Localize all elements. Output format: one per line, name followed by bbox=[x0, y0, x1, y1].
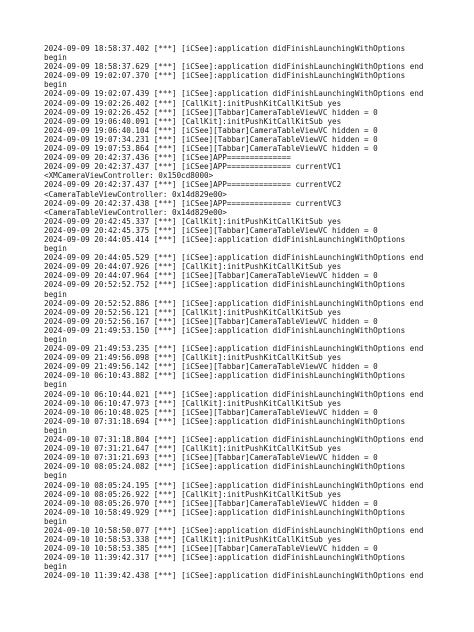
log-line: 2024-09-09 19:07:53.864 [***] [iCSee][Tabbar]CameraTableViewVC hidden = 0 bbox=[44, 144, 378, 154]
log-line: 2024-09-09 20:44:07.926 [***] [CallKit]:initPushKitCallKitSub yes bbox=[44, 262, 342, 272]
log-line: 2024-09-09 19:06:40.091 [***] [CallKit]:initPushKitCallKitSub yes bbox=[44, 116, 342, 126]
log-line: 2024-09-09 20:42:45.337 [***] [CallKit]:initPushKitCallKitSub yes bbox=[44, 216, 342, 226]
log-line: 2024-09-10 07:31:21.647 [***] [CallKit]:initPushKitCallKitSub yes bbox=[44, 444, 342, 454]
log-line: 2024-09-09 20:42:37.438 [***] [iCSee]APP============== currentVC3 bbox=[44, 198, 342, 208]
log-line: begin bbox=[44, 380, 67, 390]
log-line: 2024-09-09 18:58:37.402 [***] [iCSee]:application didFinishLaunchingWithOptions bbox=[44, 44, 406, 53]
log-line: <CameraTableViewController: 0x14d829e00> bbox=[44, 207, 227, 217]
log-line: 2024-09-09 19:02:26.402 [***] [CallKit]:initPushKitCallKitSub yes bbox=[44, 98, 342, 108]
log-line: begin bbox=[44, 562, 67, 572]
log-line: begin bbox=[44, 244, 67, 254]
log-line: 2024-09-09 19:07:34.231 [***] [iCSee][Tabbar]CameraTableViewVC hidden = 0 bbox=[44, 134, 378, 144]
log-line: begin bbox=[44, 425, 67, 435]
log-line: 2024-09-10 10:58:53.385 [***] [iCSee][Tabbar]CameraTableViewVC hidden = 0 bbox=[44, 544, 378, 554]
log-line: begin bbox=[44, 53, 67, 63]
log-line: 2024-09-10 06:10:47.973 [***] [CallKit]:initPushKitCallKitSub yes bbox=[44, 398, 342, 408]
log-line: 2024-09-10 06:10:44.021 [***] [iCSee]:application didFinishLaunchingWithOptions end bbox=[44, 389, 424, 399]
log-line: 2024-09-10 10:58:49.929 [***] [iCSee]:application didFinishLaunchingWithOptions bbox=[44, 507, 406, 517]
log-line: 2024-09-09 20:42:37.436 [***] [iCSee]APP============== bbox=[44, 153, 291, 163]
log-line: <XMCameraViewController: 0x150cd8000> bbox=[44, 171, 214, 181]
log-line: 2024-09-10 08:05:26.970 [***] [iCSee][Tabbar]CameraTableViewVC hidden = 0 bbox=[44, 498, 378, 508]
log-line: <CameraTableViewController: 0x14d829e00> bbox=[44, 189, 227, 199]
log-line: 2024-09-10 08:05:24.195 [***] [iCSee]:application didFinishLaunchingWithOptions end bbox=[44, 480, 424, 490]
log-line: 2024-09-09 20:42:37.437 [***] [iCSee]APP============== currentVC2 bbox=[44, 180, 342, 190]
log-line: 2024-09-09 21:49:53.235 [***] [iCSee]:application didFinishLaunchingWithOptions end bbox=[44, 344, 424, 354]
log-line: 2024-09-09 20:44:07.964 [***] [iCSee][Tabbar]CameraTableViewVC hidden = 0 bbox=[44, 271, 378, 281]
log-line: 2024-09-09 21:49:53.150 [***] [iCSee]:application didFinishLaunchingWithOptions bbox=[44, 325, 406, 335]
log-line: 2024-09-09 19:02:07.370 [***] [iCSee]:application didFinishLaunchingWithOptions bbox=[44, 71, 406, 81]
log-line: 2024-09-10 10:58:50.077 [***] [iCSee]:application didFinishLaunchingWithOptions end bbox=[44, 525, 424, 535]
log-line: 2024-09-09 20:52:52.886 [***] [iCSee]:application didFinishLaunchingWithOptions end bbox=[44, 298, 424, 308]
log-line: 2024-09-09 20:42:37.437 [***] [iCSee]APP============== currentVC1 bbox=[44, 162, 342, 172]
log-document bbox=[44, 44, 444, 581]
log-line: 2024-09-09 19:06:40.104 [***] [iCSee][Tabbar]CameraTableViewVC hidden = 0 bbox=[44, 125, 378, 135]
log-line: 2024-09-10 07:31:18.694 [***] [iCSee]:application didFinishLaunchingWithOptions bbox=[44, 416, 406, 426]
log-line: begin bbox=[44, 516, 67, 526]
log-line: 2024-09-10 06:10:43.882 [***] [iCSee]:application didFinishLaunchingWithOptions bbox=[44, 371, 406, 381]
log-line: 2024-09-10 06:10:48.025 [***] [iCSee][Tabbar]CameraTableViewVC hidden = 0 bbox=[44, 407, 378, 417]
log-line: 2024-09-10 11:39:42.438 [***] [iCSee]:application didFinishLaunchingWithOptions end bbox=[44, 571, 424, 581]
log-line: 2024-09-10 07:31:18.804 [***] [iCSee]:application didFinishLaunchingWithOptions end bbox=[44, 435, 424, 445]
log-line: begin bbox=[44, 471, 67, 481]
log-line: 2024-09-09 20:44:05.414 [***] [iCSee]:application didFinishLaunchingWithOptions bbox=[44, 234, 406, 244]
log-line: begin bbox=[44, 289, 67, 299]
log-line: 2024-09-09 20:52:52.752 [***] [iCSee]:application didFinishLaunchingWithOptions bbox=[44, 280, 406, 290]
log-line: 2024-09-09 20:44:05.529 [***] [iCSee]:application didFinishLaunchingWithOptions end bbox=[44, 253, 424, 263]
log-line: 2024-09-09 20:52:56.121 [***] [CallKit]:initPushKitCallKitSub yes bbox=[44, 307, 342, 317]
log-line: 2024-09-09 20:52:56.167 [***] [iCSee][Tabbar]CameraTableViewVC hidden = 0 bbox=[44, 316, 378, 326]
log-line: 2024-09-10 07:31:21.693 [***] [iCSee][Tabbar]CameraTableViewVC hidden = 0 bbox=[44, 453, 378, 463]
log-line: 2024-09-09 20:42:45.375 [***] [iCSee][Tabbar]CameraTableViewVC hidden = 0 bbox=[44, 225, 378, 235]
log-line: begin bbox=[44, 80, 67, 90]
log-line: 2024-09-09 18:58:37.629 [***] [iCSee]:application didFinishLaunchingWithOptions end bbox=[44, 62, 424, 72]
log-line: 2024-09-10 10:58:53.338 [***] [CallKit]:initPushKitCallKitSub yes bbox=[44, 535, 342, 545]
log-line: 2024-09-09 21:49:56.142 [***] [iCSee][Tabbar]CameraTableViewVC hidden = 0 bbox=[44, 362, 378, 372]
log-line: 2024-09-10 11:39:42.317 [***] [iCSee]:application didFinishLaunchingWithOptions bbox=[44, 553, 406, 563]
log-line: 2024-09-09 19:02:26.452 [***] [iCSee][Tabbar]CameraTableViewVC hidden = 0 bbox=[44, 107, 378, 117]
log-line: 2024-09-09 19:02:07.439 [***] [iCSee]:application didFinishLaunchingWithOptions end bbox=[44, 89, 424, 99]
log-line: 2024-09-09 21:49:56.098 [***] [CallKit]:initPushKitCallKitSub yes bbox=[44, 353, 342, 363]
log-line: begin bbox=[44, 335, 67, 344]
log-line: 2024-09-10 08:05:26.922 [***] [CallKit]:initPushKitCallKitSub yes bbox=[44, 489, 342, 499]
log-line: 2024-09-10 08:05:24.082 [***] [iCSee]:application didFinishLaunchingWithOptions bbox=[44, 462, 406, 472]
